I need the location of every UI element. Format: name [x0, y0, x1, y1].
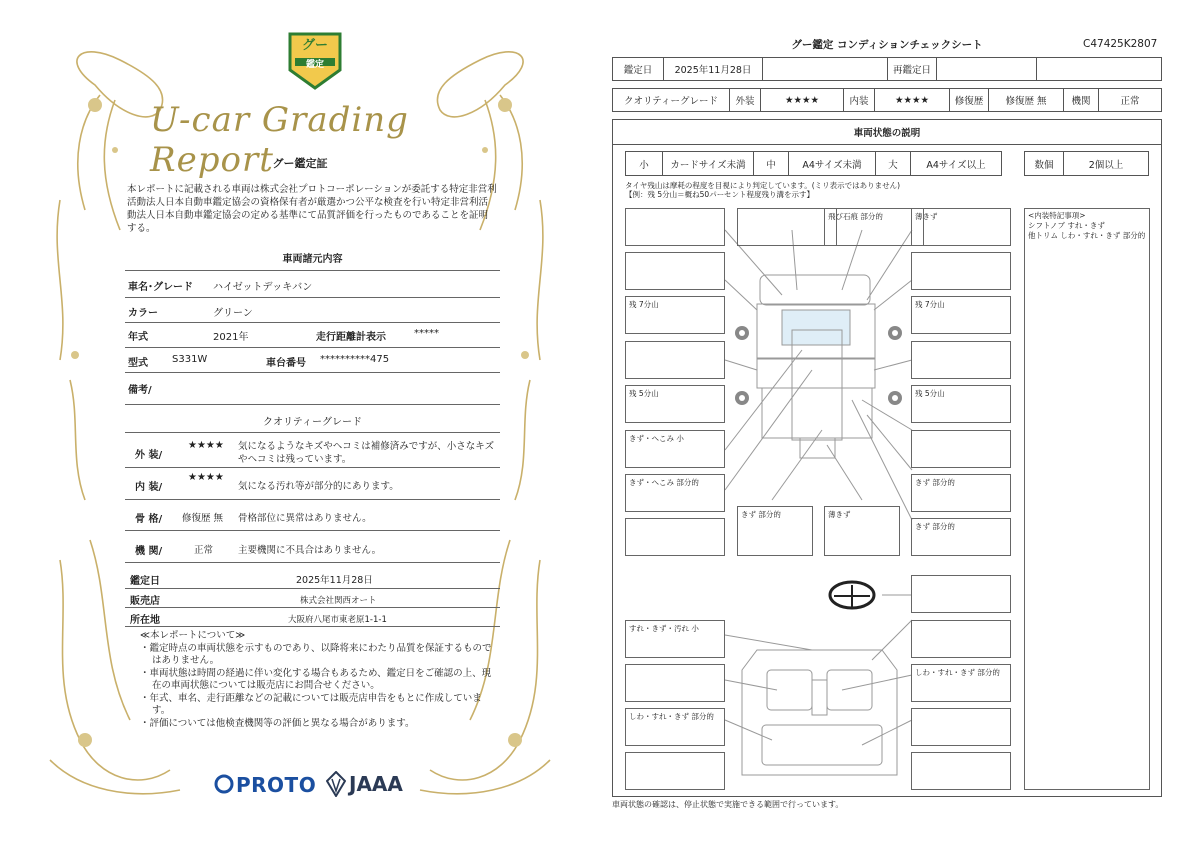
- interior-label: 内 装/: [135, 482, 163, 493]
- divider: [125, 404, 500, 405]
- engine-text: 主要機関に不具合はありません。: [238, 545, 382, 556]
- report-notes: [140, 630, 500, 730]
- interior-box: [625, 664, 725, 702]
- frame-label: 骨 格/: [135, 514, 163, 525]
- interior-note: 他トリム しわ・すれ・きず 部分的: [1028, 231, 1146, 240]
- interior-stars: ★★★★: [188, 472, 224, 483]
- frame-text: 骨格部位に異常はありません。: [238, 513, 372, 524]
- condition-section-title: 車両状態の説明: [612, 119, 1162, 145]
- quality-title: クオリティーグレード: [263, 417, 362, 428]
- reinspect-label-cell: 再鑑定日: [887, 57, 937, 81]
- empty-cell: [936, 57, 1037, 81]
- engine-value-cell: 正常: [1098, 88, 1162, 112]
- damage-box: きず・へこみ 小: [625, 430, 725, 468]
- year-label: 年式: [128, 332, 148, 343]
- tire-box: 残 7分山: [625, 296, 725, 334]
- exterior-text: 気になるようなキズやヘコミは補修済みですが、小さなキズやヘコミは残っています。: [238, 441, 495, 465]
- interior-note: シフトノブ すれ・きず: [1028, 221, 1105, 230]
- certificate-title: グー鑑定証: [272, 157, 328, 170]
- document-code: C47425K2807: [1083, 38, 1158, 50]
- damage-box: 薄きず: [824, 506, 900, 556]
- legend-small: 小: [625, 151, 663, 176]
- remarks-label: 備考/: [128, 385, 152, 396]
- specs-title: 車両諸元内容: [282, 254, 343, 265]
- notes-title: ≪本レポートについて≫: [140, 630, 246, 641]
- grade-label-cell: クオリティーグレード: [612, 88, 730, 112]
- steering-wheel-icon: [830, 580, 876, 610]
- check-sheet-title: グー鑑定 コンディションチェックシート: [791, 39, 983, 51]
- appraisal-date-label: 鑑定日: [130, 576, 160, 587]
- ext-value-cell: ★★★★: [760, 88, 844, 112]
- note-item: ・年式、車名、走行距離などの記載については販売店申告をもとに作成しています。: [140, 692, 482, 716]
- tire-box: 残 7分山: [911, 296, 1011, 334]
- ext-label-cell: 外装: [729, 88, 761, 112]
- damage-box: [911, 252, 1011, 290]
- repair-label-cell: 修復歴: [949, 88, 989, 112]
- int-label-cell: 内装: [843, 88, 875, 112]
- interior-box: [911, 752, 1011, 790]
- interior-box: すれ・きず・汚れ 小: [625, 620, 725, 658]
- divider: [125, 432, 500, 433]
- damage-box: [625, 252, 725, 290]
- empty-cell: [762, 57, 888, 81]
- engine-label-cell: 機関: [1063, 88, 1099, 112]
- interior-notes-title: <内装特記事項>: [1028, 211, 1086, 220]
- damage-box: きず・へこみ 部分的: [625, 474, 725, 512]
- interior-box: しわ・すれ・きず 部分的: [911, 664, 1011, 702]
- proto-logo: PROTO: [236, 773, 317, 797]
- divider: [125, 499, 500, 500]
- tire-note: タイヤ残山は摩耗の程度を目視により判定しています。(ミリ表示ではありません): [625, 181, 901, 190]
- legend-medium-desc: A4サイズ未満: [788, 151, 876, 176]
- damage-box: [911, 341, 1011, 379]
- interior-box: [911, 708, 1011, 746]
- damage-box: [737, 208, 837, 246]
- engine-value: 正常: [194, 545, 214, 556]
- divider: [125, 297, 500, 298]
- engine-label: 機 関/: [135, 546, 163, 557]
- divider: [125, 562, 500, 563]
- dealer-value: 株式会社関西オート: [300, 596, 377, 606]
- interior-box: しわ・すれ・きず 部分的: [625, 708, 725, 746]
- note-item: ・車両状態は時間の経過に伴い変化する場合もあるため、鑑定日をご確認の上、現在の車両状態については販売店にお問合せください。: [140, 667, 492, 691]
- name-label: 車名･グレード: [128, 282, 193, 293]
- certificate-body: 本レポートに記載される車両は株式会社プロトコーポレーションが委託する特定非営利活動法人日本自動車鑑定協会の資格保有者が厳選かつ公平な検査を行い特定非営利活動法人日本自動車鑑定協会の定める基準にて品質評価を行ったものであることを証明する。: [127, 184, 497, 234]
- exterior-label: 外 装/: [135, 450, 163, 461]
- legend-small-desc: カードサイズ未満: [662, 151, 754, 176]
- tire-example: 【例：残 5分山＝概ね50パーセント程度残り溝を示す】: [625, 190, 815, 199]
- badge-bottom-text: 鑑定: [305, 60, 324, 70]
- divider: [125, 347, 500, 348]
- divider: [125, 626, 500, 627]
- divider: [125, 530, 500, 531]
- divider: [125, 588, 500, 589]
- divider: [125, 322, 500, 323]
- damage-box: 飛び石痕 部分的: [824, 208, 924, 246]
- interior-box: [625, 752, 725, 790]
- interior-text: 気になる汚れ等が部分的にあります。: [238, 481, 399, 492]
- proto-logo-icon: [214, 774, 234, 796]
- exterior-stars: ★★★★: [188, 440, 224, 451]
- divider: [125, 270, 500, 271]
- int-value-cell: ★★★★: [874, 88, 950, 112]
- legend-large-desc: A4サイズ以上: [910, 151, 1002, 176]
- damage-box: きず 部分的: [911, 474, 1011, 512]
- badge-top-text: グー: [301, 38, 328, 53]
- interior-notes-box: [1024, 208, 1150, 790]
- footer-note: 車両状態の確認は、停止状態で実施できる範囲で行っています。: [612, 800, 844, 809]
- damage-box: [625, 518, 725, 556]
- damage-box: [911, 575, 1011, 613]
- color-label: カラー: [128, 308, 158, 319]
- frame-value: 修復歴 無: [182, 513, 224, 524]
- address-label: 所在地: [130, 615, 160, 626]
- model-value: S331W: [172, 354, 208, 365]
- script-title: U-car Grading Report: [150, 100, 409, 180]
- empty-cell: [1036, 57, 1162, 81]
- repair-value-cell: 修復歴 無: [988, 88, 1064, 112]
- chassis-value: **********475: [320, 354, 390, 365]
- note-item: ・鑑定時点の車両状態を示すものであり、以降将来にわたり品質を保証するものではありません。: [140, 642, 492, 666]
- appraisal-date-value: 2025年11月28日: [296, 575, 373, 586]
- legend-medium: 中: [753, 151, 789, 176]
- jaaa-logo: JAAA: [349, 772, 403, 796]
- tire-box: 残 5分山: [625, 385, 725, 423]
- model-label: 型式: [128, 358, 148, 369]
- interior-box: [911, 620, 1011, 658]
- mileage-value: *****: [414, 328, 439, 339]
- damage-box: [625, 208, 725, 246]
- chassis-label: 車台番号: [266, 358, 306, 369]
- divider: [125, 372, 500, 373]
- legend-large: 大: [875, 151, 911, 176]
- date-label-cell: 鑑定日: [612, 57, 664, 81]
- legend-count: 数個: [1024, 151, 1064, 176]
- tire-box: 残 5分山: [911, 385, 1011, 423]
- legend-count-desc: 2個以上: [1063, 151, 1149, 176]
- jaaa-logo-icon: [326, 771, 346, 797]
- color-value: グリーン: [213, 308, 253, 319]
- note-item: ・評価については他検査機関等の評価と異なる場合があります。: [140, 717, 415, 729]
- date-value-cell: 2025年11月28日: [663, 57, 763, 81]
- address-value: 大阪府八尾市東老原1-1-1: [288, 615, 387, 625]
- dealer-label: 販売店: [130, 596, 160, 607]
- divider: [125, 467, 500, 468]
- divider: [125, 607, 500, 608]
- damage-box: [911, 430, 1011, 468]
- damage-box: きず 部分的: [737, 506, 813, 556]
- name-value: ハイゼットデッキバン: [213, 282, 313, 293]
- damage-box: 薄きず: [911, 208, 1011, 246]
- damage-box: きず 部分的: [911, 518, 1011, 556]
- damage-box: [625, 341, 725, 379]
- year-value: 2021年: [213, 332, 249, 343]
- mileage-label: 走行距離計表示: [316, 332, 386, 343]
